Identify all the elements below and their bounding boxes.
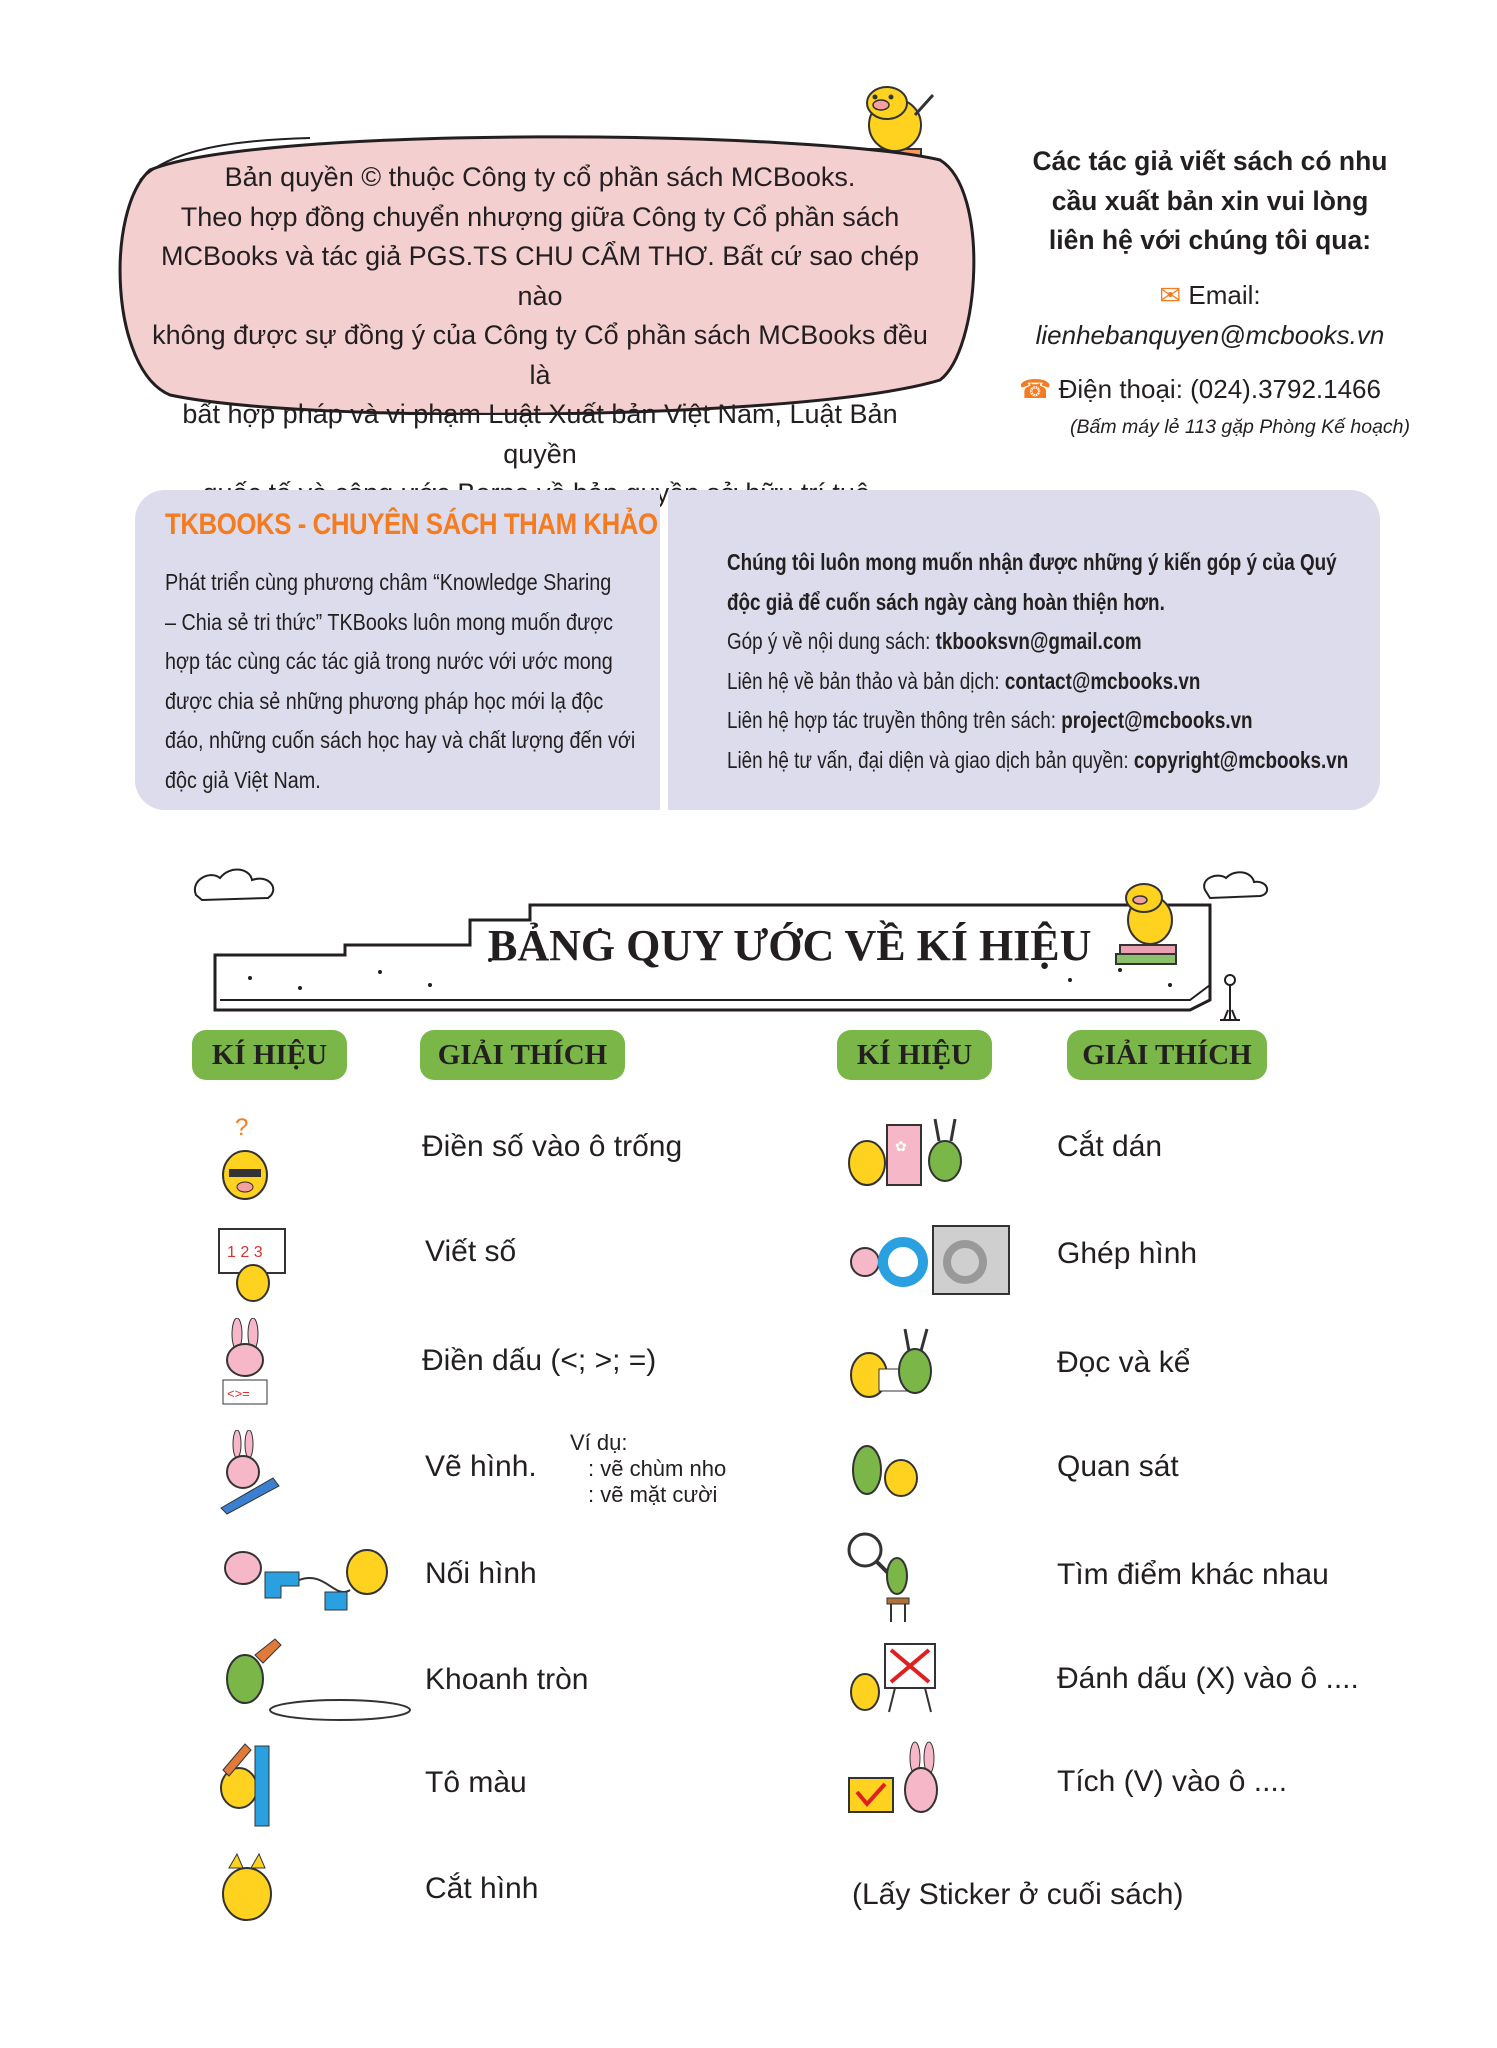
feedback-row	[727, 622, 1375, 662]
contact-heading-line: Các tác giả viết sách có nhu	[1032, 146, 1388, 176]
legend-label: Điền số vào ô trống	[422, 1130, 683, 1163]
right-explain-header: GIẢI THÍCH	[1067, 1030, 1267, 1080]
legend-label: Nối hình	[425, 1557, 537, 1590]
coloring-icon	[215, 1740, 275, 1830]
svg-text:<>=: <>=	[227, 1386, 250, 1401]
svg-text:1 2 3: 1 2 3	[227, 1244, 263, 1261]
copyright-line: quyền	[625, 478, 700, 508]
phone-icon: ☎	[1019, 374, 1052, 404]
tkbooks-body	[165, 563, 647, 800]
observe-icon	[845, 1430, 925, 1505]
copyright-line: không được sự đồng ý của Công ty Cổ phần sách MCBooks đều là	[152, 320, 928, 390]
copyright-line: MCBooks và tác giả PGS.TS CHU CẨM THƠ. Bất cứ sao chép nào	[161, 241, 919, 311]
feedback-block	[727, 543, 1375, 780]
tkbooks-title: TKBOOKS - CHUYÊN SÁCH THAM KHẢO	[165, 508, 658, 541]
read-tell-icon	[845, 1325, 945, 1410]
legend-label: Quan sát	[1057, 1450, 1179, 1483]
sticker-note: (Lấy Sticker ở cuối sách)	[852, 1878, 1184, 1911]
connect-shapes-icon	[215, 1540, 390, 1615]
phone-row	[1010, 374, 1390, 405]
legend-label: Cắt dán	[1057, 1130, 1163, 1163]
example-label: Ví dụ:	[570, 1430, 628, 1455]
legend-label: Khoanh tròn	[425, 1663, 589, 1696]
example-item: : vẽ mặt cười	[588, 1482, 718, 1507]
svg-text:?: ?	[235, 1115, 249, 1141]
feedback-row-email[interactable]: contact@mcbooks.vn	[1004, 667, 1201, 694]
feedback-row-label: Góp ý về nội dung sách:	[727, 628, 936, 654]
mark-x-icon	[845, 1640, 940, 1720]
copyright-line: Theo hợp đồng chuyển nhượng giữa Công ty Cổ phần sách	[180, 201, 900, 232]
feedback-row-label: Liên hệ tư vấn, đại diện và giao dịch bản quyền:	[727, 746, 1134, 773]
legend-label: Ghép hình	[1057, 1237, 1198, 1270]
contact-heading-line: liên hệ với chúng tôi qua:	[1048, 225, 1372, 255]
feedback-row-email[interactable]: project@mcbooks.vn	[1061, 707, 1253, 733]
legend-label: Tìm điểm khác nhau	[1057, 1558, 1329, 1591]
feedback-intro-line: Chúng tôi luôn mong muốn nhận được những ý kiến góp ý của Quý	[727, 549, 1337, 575]
feedback-row-label: Liên hệ về bản thảo và bản dịch:	[727, 667, 1005, 694]
feedback-row-email[interactable]: copyright@mcbooks.vn	[1133, 746, 1349, 773]
feedback-row	[727, 701, 1375, 741]
cutting-icon	[215, 1850, 280, 1930]
cut-paste-icon	[845, 1115, 970, 1200]
tkbooks-line: Phát triển cùng phương châm “Knowledge Sharing	[165, 569, 612, 595]
rabbit-pencil-icon	[215, 1430, 285, 1515]
circle-drawing-icon	[215, 1635, 415, 1725]
tkbooks-line: đáo, những cuốn sách học hay và chất lượng đến với	[165, 727, 636, 753]
copyright-line: bất hợp pháp và vi phạm Luật Xuất bản Việt Nam, Luật Bản quyền	[182, 399, 898, 469]
left-symbol-header: KÍ HIỆU	[192, 1030, 347, 1080]
left-explain-header: GIẢI THÍCH	[420, 1030, 625, 1080]
feedback-intro-line: độc giả để cuốn sách ngày càng hoàn thiện hơn.	[727, 588, 1165, 615]
tkbooks-line: được chia sẻ những phương pháp học mới lạ độc	[165, 687, 604, 714]
tkbooks-line: độc giả Việt Nam.	[165, 766, 321, 793]
feedback-row-label: Liên hệ hợp tác truyền thông trên sách:	[727, 707, 1062, 733]
draw-example	[570, 1430, 726, 1508]
legend-label: Đọc và kể	[1057, 1346, 1191, 1379]
puzzle-icon	[845, 1222, 1015, 1297]
writing-numbers-icon	[215, 1225, 290, 1305]
legend-label: Tích (V) vào ô ....	[1057, 1765, 1288, 1798]
magnifier-icon	[845, 1530, 920, 1625]
legend-label: Điền dấu (<; >; =)	[422, 1344, 657, 1377]
rabbit-compare-sign-icon	[215, 1318, 275, 1413]
tkbooks-line: hợp tác cùng các tác giả trong nước với ước mong	[165, 648, 613, 674]
phone-label: Điện thoại: (024).3792.1466	[1058, 374, 1381, 404]
email-row	[1010, 280, 1410, 311]
contact-heading	[1010, 142, 1410, 261]
legend-label: Cắt hình	[425, 1872, 539, 1905]
example-item: : vẽ chùm nho	[588, 1456, 727, 1481]
contact-heading-line: cầu xuất bản xin vui lòng	[1051, 185, 1369, 216]
email-label: Email:	[1188, 280, 1261, 310]
phone-note: (Bấm máy lẻ 113 gặp Phòng Kế hoạch)	[1069, 416, 1410, 438]
legend-label: Vẽ hình.	[425, 1450, 537, 1483]
copyright-notice	[150, 158, 930, 514]
legend-title: BẢNG QUY ƯỚC VỀ KÍ HIỆU	[488, 921, 1092, 970]
legend-label: Viết số	[425, 1235, 517, 1268]
copyright-line: Bản quyền © thuộc Công ty cổ phần sách MCBooks.	[224, 162, 856, 192]
tick-v-icon	[845, 1740, 945, 1825]
right-symbol-header: KÍ HIỆU	[837, 1030, 992, 1080]
feedback-row-email[interactable]: tkbooksvn@gmail.com	[935, 628, 1142, 654]
legend-label: Tô màu	[425, 1766, 527, 1799]
envelope-icon: ✉	[1159, 280, 1182, 310]
feedback-row	[727, 741, 1375, 781]
question-pig-icon	[215, 1115, 275, 1205]
svg-text:✿: ✿	[895, 1139, 907, 1155]
tkbooks-line: – Chia sẻ tri thức” TKBooks luôn mong muốn được	[165, 608, 614, 635]
feedback-row	[727, 662, 1375, 702]
legend-label: Đánh dấu (X) vào ô ....	[1057, 1662, 1359, 1695]
email-address[interactable]: lienhebanquyen@mcbooks.vn	[1035, 320, 1385, 350]
